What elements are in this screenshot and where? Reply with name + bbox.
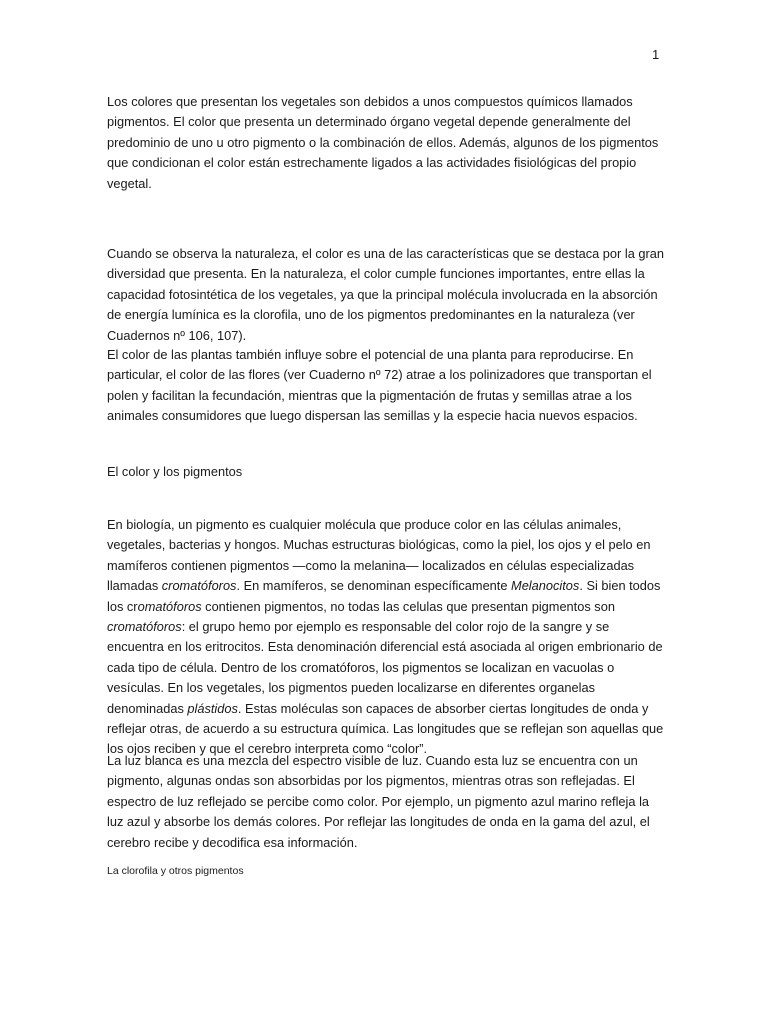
text-run: . Estas moléculas son capaces de absorber ciertas longitudes de onda y reflejar otras, de acuerdo a su estructura química. Las longitudes que se reflejan son aquellas que los ojos reciben y que el cerebro interpreta como “color”. bbox=[107, 700, 664, 757]
italic-term: cromatóforos bbox=[161, 578, 237, 594]
text-run: contienen pigmentos, no todas las celulas que presentan pigmentos son bbox=[201, 598, 615, 614]
text-run: En biología, un pigmento es cualquier molécula que produce color en las células animales, vegetales, bacterias y hongos. Muchas estructuras biológicas, como la piel, los ojos y el pelo en mamíferos contienen pigmentos —como la melanina— localizados en células especializadas llamadas bbox=[107, 517, 651, 594]
text-run: . Si bien todos los cr bbox=[107, 578, 661, 614]
text-run: . En mamíferos, se denominan específicamente bbox=[236, 578, 512, 594]
paragraph-plant-reproduction: El color de las plantas también influye sobre el potencial de una planta para reproducirse. En particular, el color de las flores (ver Cuaderno nº 72) atrae a los polinizadores que transportan el polen y facilitan la fecundación, mientras que la pigmentación de frutas y semillas atrae a los animales consumidores que luego dispersan las semillas y la especie hacia nuevos espacios. bbox=[107, 347, 652, 424]
paragraph-white-light: La luz blanca es una mezcla del espectro visible de luz. Cuando esta luz se encuentra con un pigmento, algunas ondas son absorbidas por los pigmentos, mientras otras son reflejadas. El espectro de luz reflejado se percibe como color. Por ejemplo, un pigmento azul marino refleja la luz azul y absorbe los demás colores. Por reflejar las longitudes de onda en la gama del azul, el cerebro recibe y decodifica esa información. bbox=[107, 753, 650, 850]
italic-term: plástidos bbox=[187, 700, 238, 716]
paragraph-nature-color: Cuando se observa la naturaleza, el color es una de las características que se destaca por la gran diversidad que presenta. En la naturaleza, el color cumple funciones importantes, entre ellas la capacidad fotosintética de los vegetales, ya que la principal molécula involucrada en la absorción de energía lumínica es la clorofila, uno de los pigmentos predominantes en la naturaleza (ver Cuadernos nº 106, 107). bbox=[107, 246, 664, 343]
paragraph-pigment-definition bbox=[107, 515, 667, 760]
section-heading-color-pigments: El color y los pigmentos bbox=[107, 464, 243, 479]
page-number: 1 bbox=[652, 47, 660, 62]
paragraph-intro: Los colores que presentan los vegetales son debidos a unos compuestos químicos llamados pigmentos. El color que presenta un determinado órgano vegetal depende generalmente del predominio de uno u otro pigmento o la combinación de ellos. Además, algunos de los pigmentos que condicionan el color están estrechamente ligados a las actividades fisiológicas del propio vegetal. bbox=[107, 94, 659, 191]
section-heading-chlorophyll: La clorofila y otros pigmentos bbox=[107, 865, 244, 877]
text-run: : el grupo hemo por ejemplo es responsable del color rojo de la sangre y se encuentra en los eritrocitos. Esta denominación diferencial está asociada al origen embrionario de cada tipo de célula. Dentro de los cromatóforos, los pigmentos se localizan en vacuolas o vesículas. En los vegetales, los pigmentos pueden localizarse en diferentes organelas denominadas bbox=[107, 619, 663, 716]
italic-term: cromatóforos bbox=[107, 619, 182, 635]
italic-term: Melanocitos bbox=[511, 578, 580, 594]
italic-term: omatóforos bbox=[137, 598, 202, 614]
